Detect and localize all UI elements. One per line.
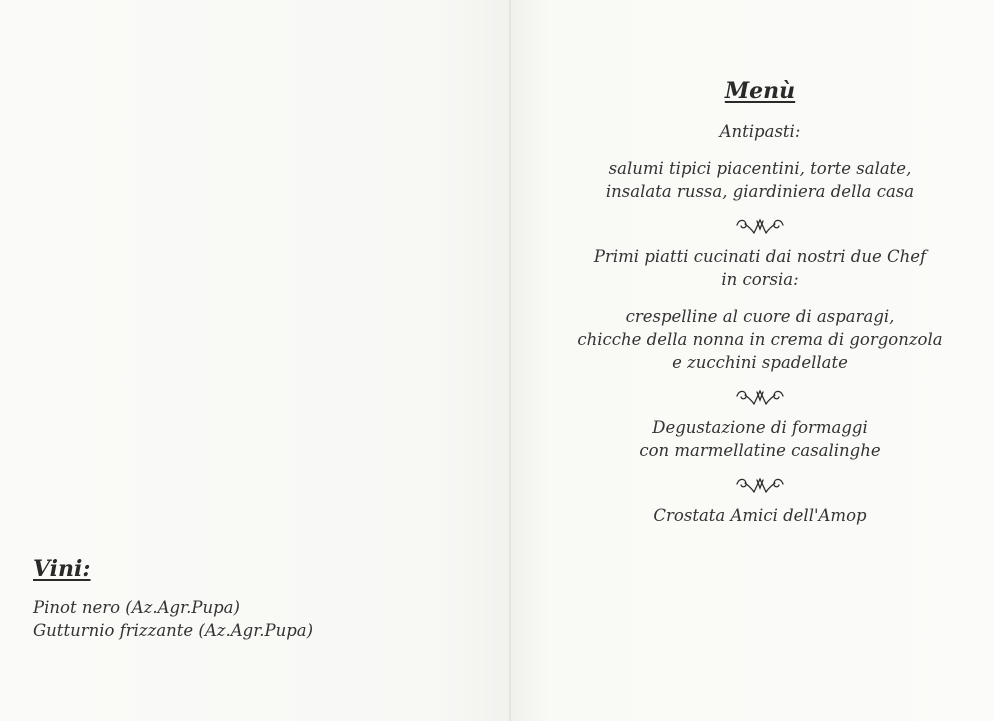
wine-list <box>33 596 473 642</box>
primi-dishes <box>540 305 980 374</box>
wine-section <box>33 556 473 642</box>
flourish-divider-icon <box>540 215 980 237</box>
dish-line: con marmellatine casalinghe <box>639 441 881 460</box>
antipasti-heading: Antipasti: <box>719 122 801 141</box>
primi-heading-line: Primi piatti cucinati dai nostri due Chef <box>593 247 927 266</box>
dish-line: salumi tipici piacentini, torte salate, <box>608 159 912 178</box>
dish-line: e zucchini spadellate <box>672 353 848 372</box>
menu-title: Menù <box>724 78 796 104</box>
flourish-divider-icon <box>540 474 980 496</box>
flourish-divider-icon <box>540 386 980 408</box>
menu-section <box>540 78 980 527</box>
dish-line: Degustazione di formaggi <box>652 418 868 437</box>
dish-line: chicche della nonna in crema di gorgonzola <box>577 330 943 349</box>
primi-heading-line: in corsia: <box>721 270 799 289</box>
dessert-line: Crostata Amici dell'Amop <box>653 506 867 525</box>
page-fold <box>509 0 511 721</box>
antipasti-dishes <box>540 157 980 203</box>
dish-line: insalata russa, giardiniera della casa <box>605 182 915 201</box>
wine-title: Vini: <box>33 556 91 582</box>
formaggi-dishes <box>540 416 980 462</box>
wine-item: Pinot nero (Az.Agr.Pupa) <box>33 598 240 617</box>
dish-line: crespelline al cuore di asparagi, <box>625 307 895 326</box>
wine-item: Gutturnio frizzante (Az.Agr.Pupa) <box>33 621 314 640</box>
primi-heading <box>540 245 980 291</box>
